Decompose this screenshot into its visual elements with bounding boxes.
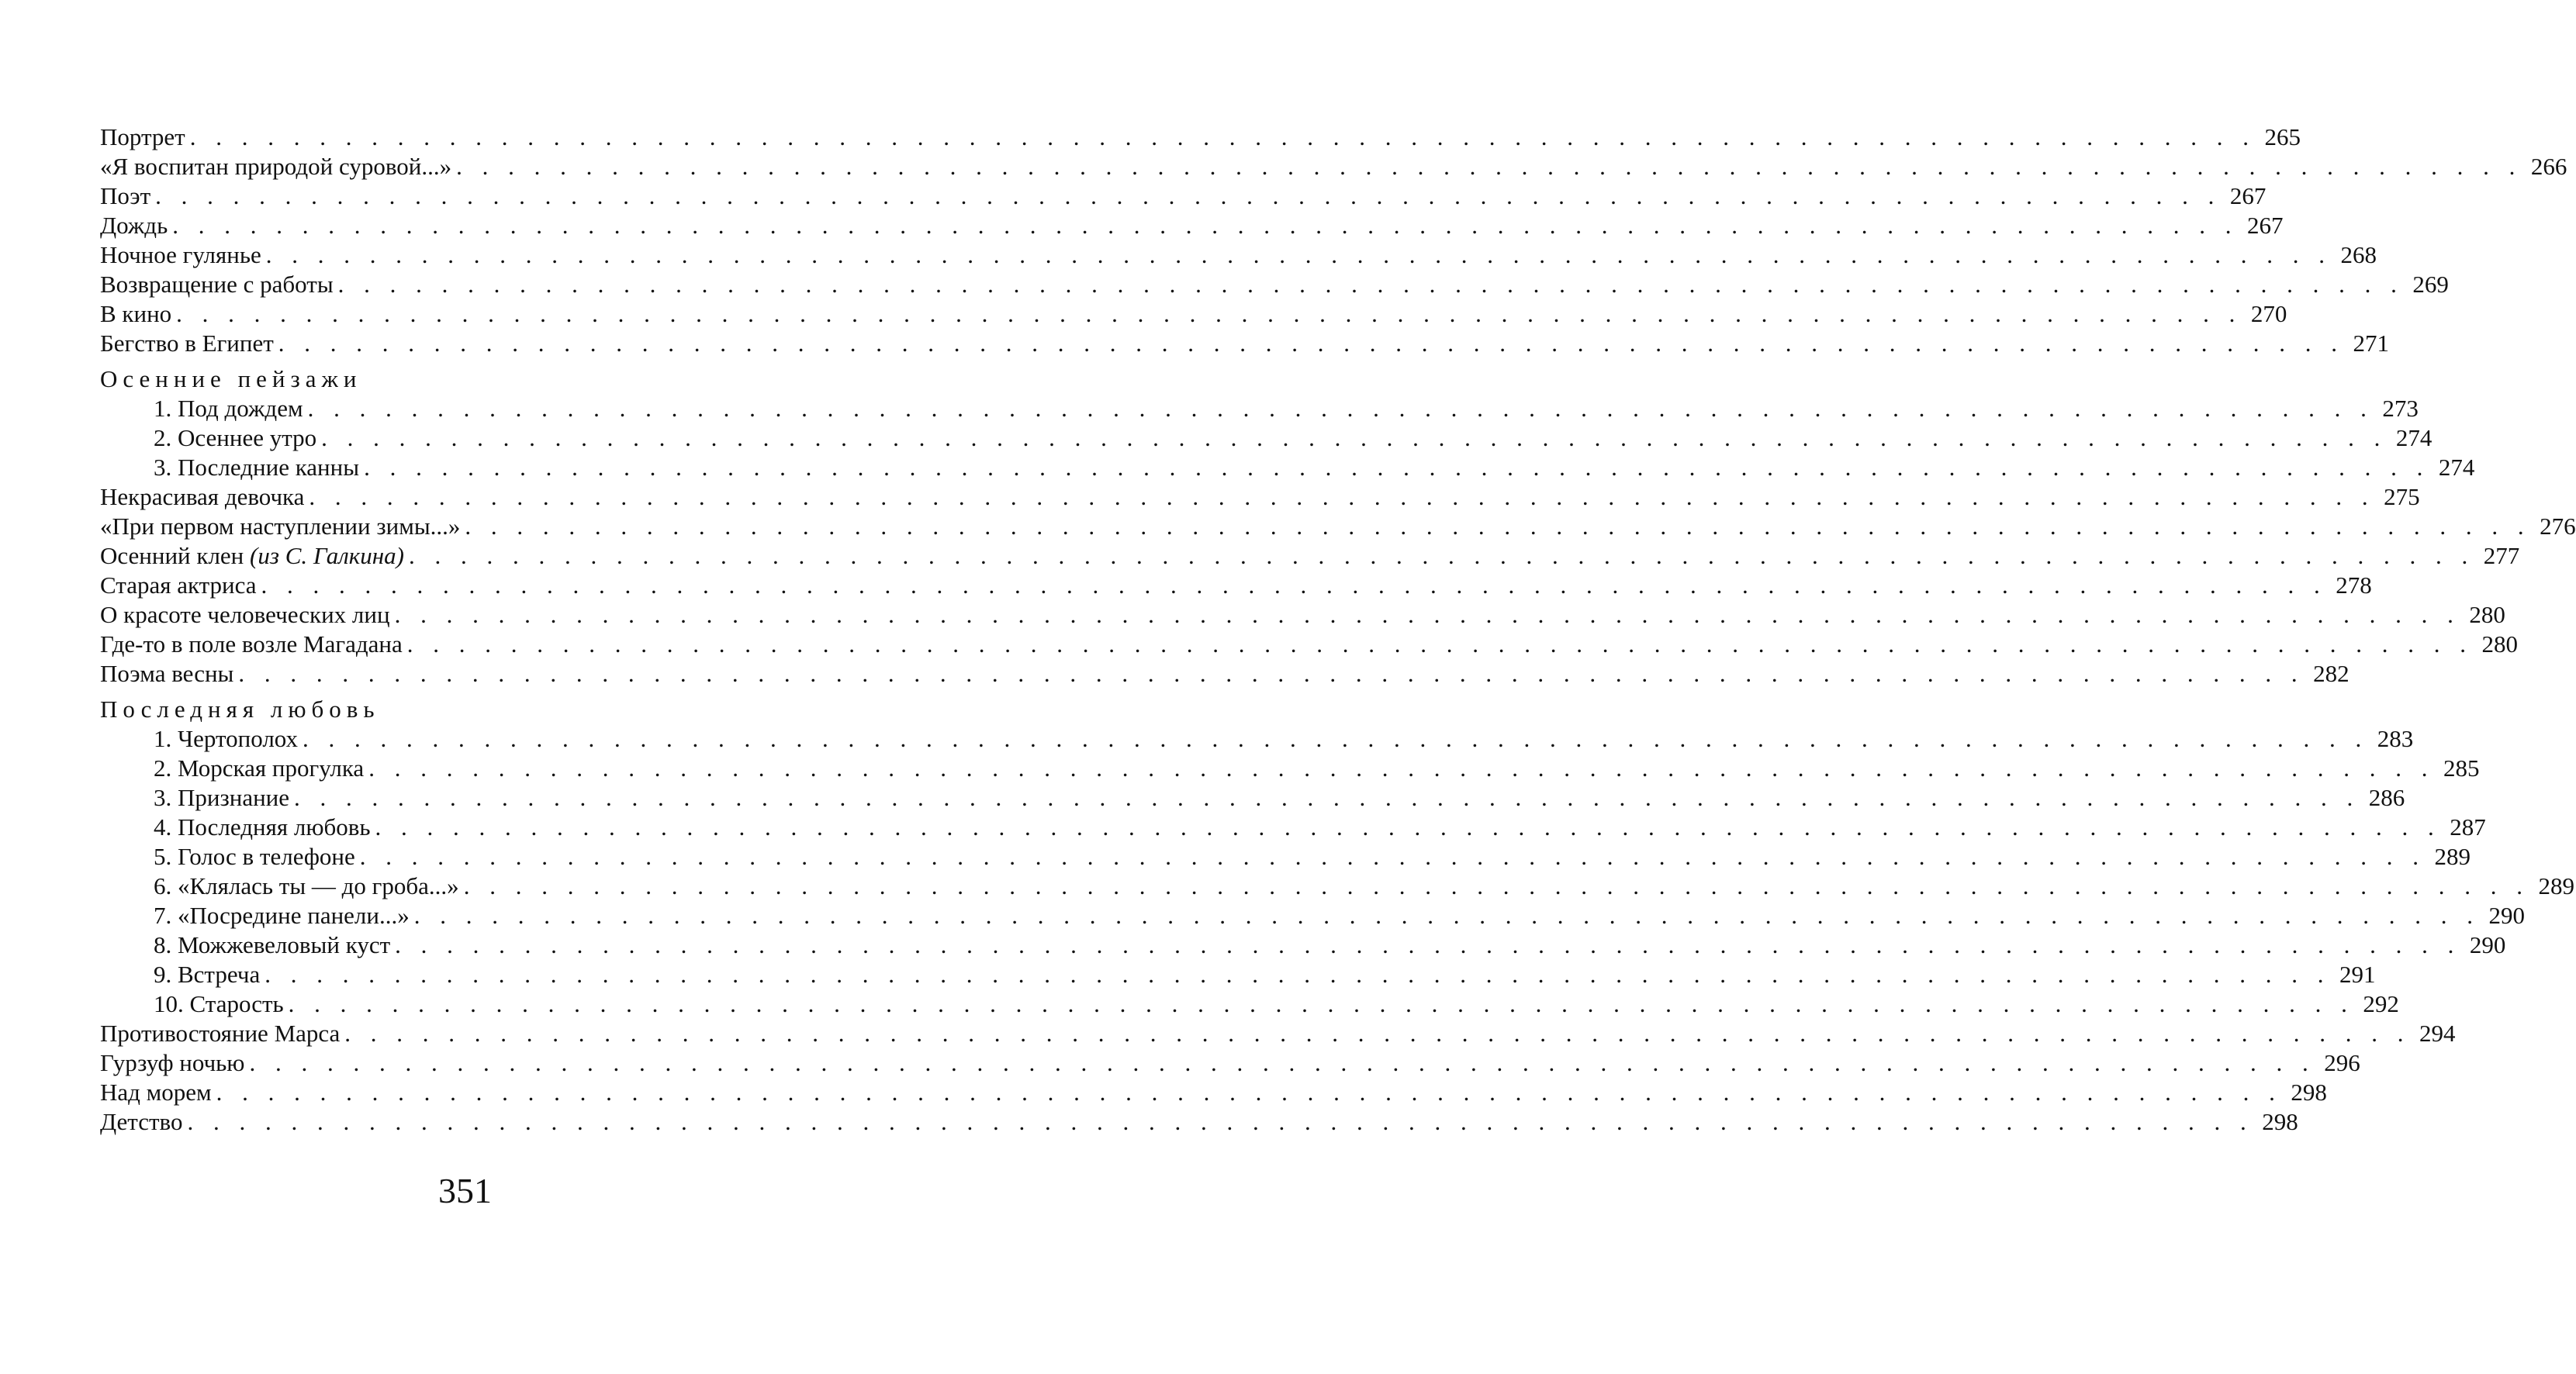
dot-leader: . . . . . . . . . . . . . . . . . . . . . . . . . . . . . . . . . . . . . . . . . . . . . . . . . . . . . . . . . . . . . . . . . . . . . . . . . . . . . . . . bbox=[406, 630, 2473, 658]
toc-entry bbox=[100, 1107, 2298, 1137]
dot-leader: . . . . . . . . . . . . . . . . . . . . . . . . . . . . . . . . . . . . . . . . . . . . . . . . . . . . . . . . . . . . . . . . . . . . . . . . . . . . . . . . bbox=[187, 1108, 2253, 1135]
entry-title bbox=[154, 842, 355, 872]
entry-page-number: 280 bbox=[2469, 601, 2505, 628]
entry-title-text: Бегство в Египет bbox=[100, 330, 274, 357]
entry-page-number: 280 bbox=[2481, 630, 2518, 658]
entry-page-number: 265 bbox=[2264, 123, 2301, 150]
entry-title-text: Последняя любовь bbox=[100, 696, 380, 723]
entry-title-text: О красоте человеческих лиц bbox=[100, 601, 390, 628]
entry-page-number: 290 bbox=[2488, 902, 2525, 929]
toc-entry bbox=[100, 659, 2350, 689]
dot-leader: . . . . . . . . . . . . . . . . . . . . . . . . . . . . . . . . . . . . . . . . . . . . . . . . . . . . . . . . . . . . . . . . . . . . . . . . . . . . . . . . bbox=[395, 931, 2461, 958]
toc-entry bbox=[100, 181, 2267, 211]
dot-leader: . . . . . . . . . . . . . . . . . . . . . . . . . . . . . . . . . . . . . . . . . . . . . . . . . . . . . . . . . . . . . . . . . . . . . . . . . . . . . . . . bbox=[309, 483, 2375, 510]
entry-title bbox=[100, 1048, 244, 1078]
entry-page-number: 274 bbox=[2395, 424, 2433, 451]
toc-entry bbox=[100, 960, 2376, 989]
entry-title bbox=[100, 123, 185, 152]
entry-title-text: 10. Старость bbox=[154, 990, 284, 1017]
dot-leader: . . . . . . . . . . . . . . . . . . . . . . . . . . . . . . . . . . . . . . . . . . . . . . . . . . . . . . . . . . . . . . . . . . . . . . . . . . . . . . . . bbox=[278, 330, 2345, 357]
entry-title bbox=[154, 783, 289, 813]
toc-entry bbox=[100, 600, 2505, 630]
dot-leader: . . . . . . . . . . . . . . . . . . . . . . . . . . . . . . . . . . . . . . . . . . . . . . . . . . . . . . . . . . . . . . . . . . . . . . . . . . . . . . . . bbox=[375, 813, 2441, 841]
entry-page-number: 282 bbox=[2313, 660, 2350, 687]
toc-entry bbox=[100, 211, 2284, 240]
entry-title-text: 3. Последние канны bbox=[154, 454, 360, 481]
entry-title bbox=[100, 482, 304, 512]
entry-title-text: Возвращение с работы bbox=[100, 271, 334, 298]
entry-page-number: 289 bbox=[2434, 843, 2471, 870]
dot-leader: . . . . . . . . . . . . . . . . . . . . . . . . . . . . . . . . . . . . . . . . . . . . . . . . . . . . . . . . . . . . . . . . . . . . . . . . . . . . . . . . bbox=[413, 902, 2480, 929]
entry-title-text: В кино bbox=[100, 300, 172, 327]
toc-entry bbox=[100, 123, 2301, 152]
entry-title bbox=[100, 659, 233, 689]
dot-leader: . . . . . . . . . . . . . . . . . . . . . . . . . . . . . . . . . . . . . . . . . . . . . . . . . . . . . . . . . . . . . . . . . . . . . . . . . . . . . . . . bbox=[176, 300, 2242, 327]
entry-title bbox=[154, 423, 316, 453]
entry-page-number: 277 bbox=[2483, 542, 2520, 569]
entry-page-number: 285 bbox=[2443, 754, 2480, 782]
toc-entry bbox=[100, 630, 2518, 659]
entry-title-text: 2. Морская прогулка bbox=[154, 754, 365, 782]
entry-title-text: 2. Осеннее утро bbox=[154, 424, 317, 451]
page-number: 351 bbox=[438, 1171, 492, 1210]
dot-leader: . . . . . . . . . . . . . . . . . . . . . . . . . . . . . . . . . . . . . . . . . . . . . . . . . . . . . . . . . . . . . . . . . . . . . . . . . . . . . . . . bbox=[155, 182, 2222, 209]
entry-page-number: 267 bbox=[2229, 182, 2267, 209]
entry-title-text: Ночное гулянье bbox=[100, 241, 261, 268]
entry-page-number: 298 bbox=[2262, 1108, 2298, 1135]
entry-page-number: 290 bbox=[2469, 931, 2506, 958]
table-of-contents bbox=[100, 123, 2576, 1137]
dot-leader: . . . . . . . . . . . . . . . . . . . . . . . . . . . . . . . . . . . . . . . . . . . . . . . . . . . . . . . . . . . . . . . . . . . . . . . . . . . . . . . . bbox=[408, 542, 2475, 569]
entry-title bbox=[100, 571, 257, 600]
entry-title-text: Старая актриса bbox=[100, 571, 257, 599]
toc-entry bbox=[100, 482, 2420, 512]
dot-leader: . . . . . . . . . . . . . . . . . . . . . . . . . . . . . . . . . . . . . . . . . . . . . . . . . . . . . . . . . . . . . . . . . . . . . . . . . . . . . . . . bbox=[321, 424, 2388, 451]
entry-title-text: 1. Чертополох bbox=[154, 725, 299, 752]
entry-title bbox=[154, 394, 303, 423]
dot-leader: . . . . . . . . . . . . . . . . . . . . . . . . . . . . . . . . . . . . . . . . . . . . . . . . . . . . . . . . . . . . . . . . . . . . . . . . . . . . . . . . bbox=[359, 843, 2426, 870]
toc-entry bbox=[100, 240, 2377, 270]
toc-entry bbox=[100, 1078, 2327, 1107]
entry-page-number: 291 bbox=[2339, 961, 2376, 988]
entry-title bbox=[154, 754, 364, 783]
entry-title-text: Гурзуф ночью bbox=[100, 1049, 245, 1076]
dot-leader: . . . . . . . . . . . . . . . . . . . . . . . . . . . . . . . . . . . . . . . . . . . . . . . . . . . . . . . . . . . . . . . . . . . . . . . . . . . . . . . . bbox=[307, 395, 2374, 422]
entry-title bbox=[100, 1107, 182, 1137]
entry-page-number: 267 bbox=[2246, 212, 2284, 239]
dot-leader: . . . . . . . . . . . . . . . . . . . . . . . . . . . . . . . . . . . . . . . . . . . . . . . . . . . . . . . . . . . . . . . . . . . . . . . . . . . . . . . . bbox=[288, 990, 2354, 1017]
dot-leader: . . . . . . . . . . . . . . . . . . . . . . . . . . . . . . . . . . . . . . . . . . . . . . . . . . . . . . . . . . . . . . . . . . . . . . . . . . . . . . . . bbox=[337, 271, 2404, 298]
dot-leader: . . . . . . . . . . . . . . . . . . . . . . . . . . . . . . . . . . . . . . . . . . . . . . . . . . . . . . . . . . . . . . . . . . . . . . . . . . . . . . . . bbox=[463, 872, 2529, 899]
entry-title-text: 1. Под дождем bbox=[154, 395, 303, 422]
entry-page-number: 287 bbox=[2450, 813, 2486, 841]
entry-page-number: 286 bbox=[2368, 784, 2405, 811]
entry-title bbox=[154, 960, 260, 989]
toc-entry bbox=[100, 270, 2449, 299]
entry-title-text: 8. Можжевеловый куст bbox=[154, 931, 391, 958]
entry-page-number: 275 bbox=[2384, 483, 2420, 510]
toc-entry bbox=[100, 754, 2480, 783]
toc-entry bbox=[100, 872, 2574, 901]
toc-entry bbox=[100, 1019, 2456, 1048]
toc-entry bbox=[100, 541, 2520, 571]
entry-title bbox=[100, 541, 404, 571]
dot-leader: . . . . . . . . . . . . . . . . . . . . . . . . . . . . . . . . . . . . . . . . . . . . . . . . . . . . . . . . . . . . . . . . . . . . . . . . . . . . . . . . bbox=[265, 961, 2331, 988]
entry-title bbox=[154, 813, 371, 842]
entry-title bbox=[154, 989, 284, 1019]
entry-page-number: 289 bbox=[2538, 872, 2574, 899]
dot-leader: . . . . . . . . . . . . . . . . . . . . . . . . . . . . . . . . . . . . . . . . . . . . . . . . . . . . . . . . . . . . . . . . . . . . . . . . . . . . . . . . bbox=[261, 571, 2327, 599]
toc-entry bbox=[100, 512, 2576, 541]
entry-title bbox=[100, 152, 451, 181]
entry-title bbox=[154, 724, 298, 754]
entry-title-text: 5. Голос в телефоне bbox=[154, 843, 355, 870]
entry-title-text: «Я воспитан природой суровой...» bbox=[100, 153, 452, 180]
entry-page-number: 276 bbox=[2540, 513, 2576, 540]
entry-title-text: Поэма весны bbox=[100, 660, 234, 687]
entry-page-number: 274 bbox=[2438, 454, 2475, 481]
entry-note: (из С. Галкина) bbox=[250, 542, 404, 569]
dot-leader: . . . . . . . . . . . . . . . . . . . . . . . . . . . . . . . . . . . . . . . . . . . . . . . . . . . . . . . . . . . . . . . . . . . . . . . . . . . . . . . . bbox=[303, 725, 2369, 752]
dot-leader: . . . . . . . . . . . . . . . . . . . . . . . . . . . . . . . . . . . . . . . . . . . . . . . . . . . . . . . . . . . . . . . . . . . . . . . . . . . . . . . . bbox=[265, 241, 2332, 268]
entry-title-text: 7. «Посредине панели...» bbox=[154, 902, 410, 929]
entry-title bbox=[100, 211, 168, 240]
entry-title-text: Некрасивая девочка bbox=[100, 483, 305, 510]
dot-leader: . . . . . . . . . . . . . . . . . . . . . . . . . . . . . . . . . . . . . . . . . . . . . . . . . . . . . . . . . . . . . . . . . . . . . . . . . . . . . . . . bbox=[368, 754, 2435, 782]
section-title bbox=[100, 364, 362, 394]
toc-entry bbox=[100, 571, 2372, 600]
toc-entry bbox=[100, 783, 2405, 813]
toc-entry bbox=[100, 1048, 2360, 1078]
dot-leader: . . . . . . . . . . . . . . . . . . . . . . . . . . . . . . . . . . . . . . . . . . . . . . . . . . . . . . . . . . . . . . . . . . . . . . . . . . . . . . . . bbox=[172, 212, 2239, 239]
toc-section-heading bbox=[100, 695, 823, 724]
dot-leader: . . . . . . . . . . . . . . . . . . . . . . . . . . . . . . . . . . . . . . . . . . . . . . . . . . . . . . . . . . . . . . . . . . . . . . . . . . . . . . . . bbox=[238, 660, 2305, 687]
toc-entry bbox=[100, 842, 2471, 872]
toc-entry bbox=[100, 989, 2399, 1019]
toc-section-heading bbox=[100, 364, 823, 394]
entry-title bbox=[100, 512, 460, 541]
entry-page-number: 273 bbox=[2382, 395, 2419, 422]
entry-title bbox=[100, 240, 261, 270]
entry-title-text: Противостояние Марса bbox=[100, 1020, 341, 1047]
entry-title-text: Осенние пейзажи bbox=[100, 365, 362, 392]
entry-title-text: Поэт bbox=[100, 182, 151, 209]
entry-page-number: 296 bbox=[2324, 1049, 2360, 1076]
toc-entry bbox=[100, 299, 2287, 329]
entry-title-text: 3. Признание bbox=[154, 784, 290, 811]
toc-entry bbox=[100, 394, 2419, 423]
entry-page-number: 278 bbox=[2336, 571, 2372, 599]
entry-title bbox=[100, 270, 334, 299]
entry-page-number: 266 bbox=[2530, 153, 2567, 180]
entry-title bbox=[100, 329, 274, 358]
dot-leader: . . . . . . . . . . . . . . . . . . . . . . . . . . . . . . . . . . . . . . . . . . . . . . . . . . . . . . . . . . . . . . . . . . . . . . . . . . . . . . . . bbox=[465, 513, 2531, 540]
entry-title bbox=[100, 1078, 212, 1107]
entry-title-text: 6. «Клялась ты — до гроба...» bbox=[154, 872, 459, 899]
entry-title bbox=[154, 930, 390, 960]
entry-title bbox=[100, 181, 150, 211]
toc-entry bbox=[100, 813, 2486, 842]
entry-title bbox=[100, 600, 390, 630]
toc-entry bbox=[100, 901, 2525, 930]
dot-leader: . . . . . . . . . . . . . . . . . . . . . . . . . . . . . . . . . . . . . . . . . . . . . . . . . . . . . . . . . . . . . . . . . . . . . . . . . . . . . . . . bbox=[189, 123, 2256, 150]
entry-title-text: 9. Встреча bbox=[154, 961, 261, 988]
entry-title-text: «При первом наступлении зимы...» bbox=[100, 513, 461, 540]
toc-entry bbox=[100, 329, 2390, 358]
entry-title bbox=[100, 630, 403, 659]
dot-leader: . . . . . . . . . . . . . . . . . . . . . . . . . . . . . . . . . . . . . . . . . . . . . . . . . . . . . . . . . . . . . . . . . . . . . . . . . . . . . . . . bbox=[294, 784, 2360, 811]
entry-title bbox=[100, 1019, 340, 1048]
toc-entry bbox=[100, 152, 2567, 181]
entry-page-number: 271 bbox=[2353, 330, 2390, 357]
toc-entry bbox=[100, 724, 2414, 754]
entry-title-text: Дождь bbox=[100, 212, 168, 239]
dot-leader: . . . . . . . . . . . . . . . . . . . . . . . . . . . . . . . . . . . . . . . . . . . . . . . . . . . . . . . . . . . . . . . . . . . . . . . . . . . . . . . . bbox=[216, 1079, 2282, 1106]
entry-title-text: Детство bbox=[100, 1108, 183, 1135]
toc-entry bbox=[100, 423, 2433, 453]
entry-page-number: 268 bbox=[2340, 241, 2377, 268]
dot-leader: . . . . . . . . . . . . . . . . . . . . . . . . . . . . . . . . . . . . . . . . . . . . . . . . . . . . . . . . . . . . . . . . . . . . . . . . . . . . . . . . bbox=[394, 601, 2460, 628]
entry-title bbox=[154, 453, 359, 482]
entry-page-number: 294 bbox=[2419, 1020, 2456, 1047]
entry-title-text: 4. Последняя любовь bbox=[154, 813, 371, 841]
entry-page-number: 270 bbox=[2250, 300, 2287, 327]
entry-title-text: Где-то в поле возле Магадана bbox=[100, 630, 403, 658]
entry-page-number: 283 bbox=[2377, 725, 2414, 752]
entry-title-text: Осенний клен bbox=[100, 542, 244, 569]
entry-page-number: 292 bbox=[2363, 990, 2399, 1017]
toc-entry bbox=[100, 453, 2475, 482]
entry-title bbox=[100, 299, 171, 329]
entry-title bbox=[154, 901, 410, 930]
dot-leader: . . . . . . . . . . . . . . . . . . . . . . . . . . . . . . . . . . . . . . . . . . . . . . . . . . . . . . . . . . . . . . . . . . . . . . . . . . . . . . . . bbox=[456, 153, 2522, 180]
entry-page-number: 298 bbox=[2291, 1079, 2327, 1106]
toc-entry bbox=[100, 930, 2506, 960]
dot-leader: . . . . . . . . . . . . . . . . . . . . . . . . . . . . . . . . . . . . . . . . . . . . . . . . . . . . . . . . . . . . . . . . . . . . . . . . . . . . . . . . bbox=[364, 454, 2430, 481]
entry-page-number: 269 bbox=[2412, 271, 2449, 298]
entry-title bbox=[154, 872, 459, 901]
dot-leader: . . . . . . . . . . . . . . . . . . . . . . . . . . . . . . . . . . . . . . . . . . . . . . . . . . . . . . . . . . . . . . . . . . . . . . . . . . . . . . . . bbox=[249, 1049, 2315, 1076]
section-title bbox=[100, 695, 380, 724]
dot-leader: . . . . . . . . . . . . . . . . . . . . . . . . . . . . . . . . . . . . . . . . . . . . . . . . . . . . . . . . . . . . . . . . . . . . . . . . . . . . . . . . bbox=[344, 1020, 2411, 1047]
entry-title-text: Портрет bbox=[100, 123, 185, 150]
entry-title-text: Над морем bbox=[100, 1079, 212, 1106]
